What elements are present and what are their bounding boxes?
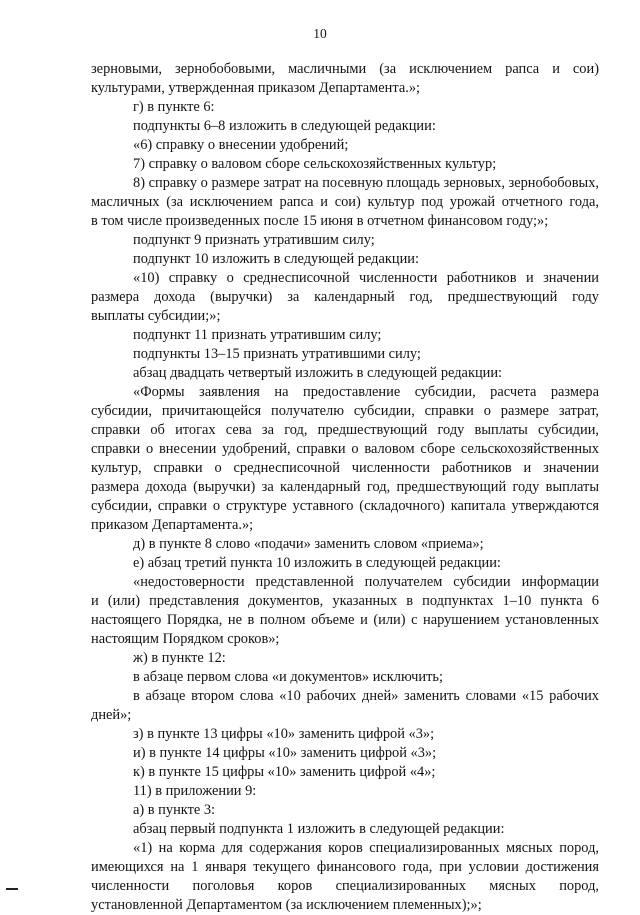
text-line: «недостоверности представленной получателем субсидии информации bbox=[133, 574, 599, 590]
text-line: а) в пункте 3: bbox=[133, 802, 216, 818]
text-line: подпункт 10 изложить в следующей редакции: bbox=[133, 251, 419, 267]
text-line: к) в пункте 15 цифры «10» заменить цифрой «4»; bbox=[133, 764, 436, 780]
text-line: численности поголовья коров специализированных мясных пород, bbox=[91, 878, 599, 894]
text-line: установленной Департаментом (за исключением племенных);»; bbox=[91, 897, 482, 913]
text-line: г) в пункте 6: bbox=[133, 99, 215, 115]
page-number: 10 bbox=[313, 26, 327, 41]
text-line: подпункты 13–15 признать утратившими силу; bbox=[133, 346, 421, 362]
text-line: «6) справку о внесении удобрений; bbox=[133, 137, 349, 153]
text-line: справки об итогах сева за год, предшествующий году выплаты субсидии, bbox=[91, 422, 599, 438]
text-line: приказом Департамента.»; bbox=[91, 517, 254, 533]
text-line: «Формы заявления на предоставление субсидии, расчета размера bbox=[133, 384, 599, 400]
text-line: д) в пункте 8 слово «подачи» заменить словом «приема»; bbox=[133, 536, 484, 552]
document-body bbox=[91, 60, 599, 915]
text-line: 8) справку о размере затрат на посевную площадь зерновых, зернобобовых, bbox=[133, 175, 599, 191]
text-line: з) в пункте 13 цифры «10» заменить цифрой «3»; bbox=[133, 726, 435, 742]
text-line: настоящим Порядком сроков»; bbox=[91, 631, 280, 647]
text-line: настоящего Порядка, не в полном объеме и (или) с нарушением установленных bbox=[91, 612, 599, 628]
text-line: зерновыми, зернобобовыми, масличными (за исключением рапса и сои) bbox=[91, 61, 599, 77]
text-line: 11) в приложении 9: bbox=[133, 783, 257, 799]
text-line: в абзаце втором слова «10 рабочих дней» заменить словами «15 рабочих bbox=[133, 688, 599, 704]
text-line: подпункт 9 признать утратившим силу; bbox=[133, 232, 375, 248]
text-line: абзац первый подпункта 1 изложить в следующей редакции: bbox=[133, 821, 505, 837]
text-line: 7) справку о валовом сборе сельскохозяйственных культур; bbox=[133, 156, 497, 172]
text-line: и) в пункте 14 цифры «10» заменить цифрой «3»; bbox=[133, 745, 437, 761]
text-line: е) абзац третий пункта 10 изложить в следующей редакции: bbox=[133, 555, 501, 571]
text-line: и (или) представления документов, указанных в подпунктах 1–10 пункта 6 bbox=[91, 593, 599, 609]
text-line: выплаты субсидии;»; bbox=[91, 308, 221, 324]
text-line: подпункт 11 признать утратившим силу; bbox=[133, 327, 382, 343]
text-line: размера дохода (выручки) за календарный год, предшествующий году bbox=[91, 289, 599, 305]
text-line: справки о внесении удобрений, справки о валовом сборе сельскохозяйственных bbox=[91, 441, 599, 457]
text-line: в том числе произведенных после 15 июня в отчетном финансовом году;»; bbox=[91, 213, 549, 229]
text-line: в абзаце первом слова «и документов» исключить; bbox=[133, 669, 443, 685]
text-line: ж) в пункте 12: bbox=[133, 650, 226, 666]
text-line: субсидии, справки о структуре уставного (складочного) капитала утверждаются bbox=[91, 498, 599, 514]
text-line: имеющихся на 1 января текущего финансового года, при условии достижения bbox=[91, 859, 599, 875]
text-line: «10) справку о среднесписочной численности работников и значении bbox=[133, 270, 599, 286]
text-line: дней»; bbox=[91, 707, 132, 723]
text-line: абзац двадцать четвертый изложить в следующей редакции: bbox=[133, 365, 503, 381]
text-line: культурами, утвержденная приказом Департамента.»; bbox=[91, 80, 421, 96]
text-line: подпункты 6–8 изложить в следующей редакции: bbox=[133, 118, 436, 134]
text-line: субсидии, причитающейся получателю субсидии, справки о размере затрат, bbox=[91, 403, 599, 419]
scan-edge-mark bbox=[6, 888, 18, 890]
text-line: масличных (за исключением рапса и сои) культур под урожай отчетного года, bbox=[91, 194, 599, 210]
text-line: размера дохода (выручки) за календарный год, предшествующий году выплаты bbox=[91, 479, 599, 495]
text-line: культур, справки о среднесписочной численности работников и значении bbox=[91, 460, 599, 476]
text-line: «1) на корма для содержания коров специализированных мясных пород, bbox=[133, 840, 599, 856]
